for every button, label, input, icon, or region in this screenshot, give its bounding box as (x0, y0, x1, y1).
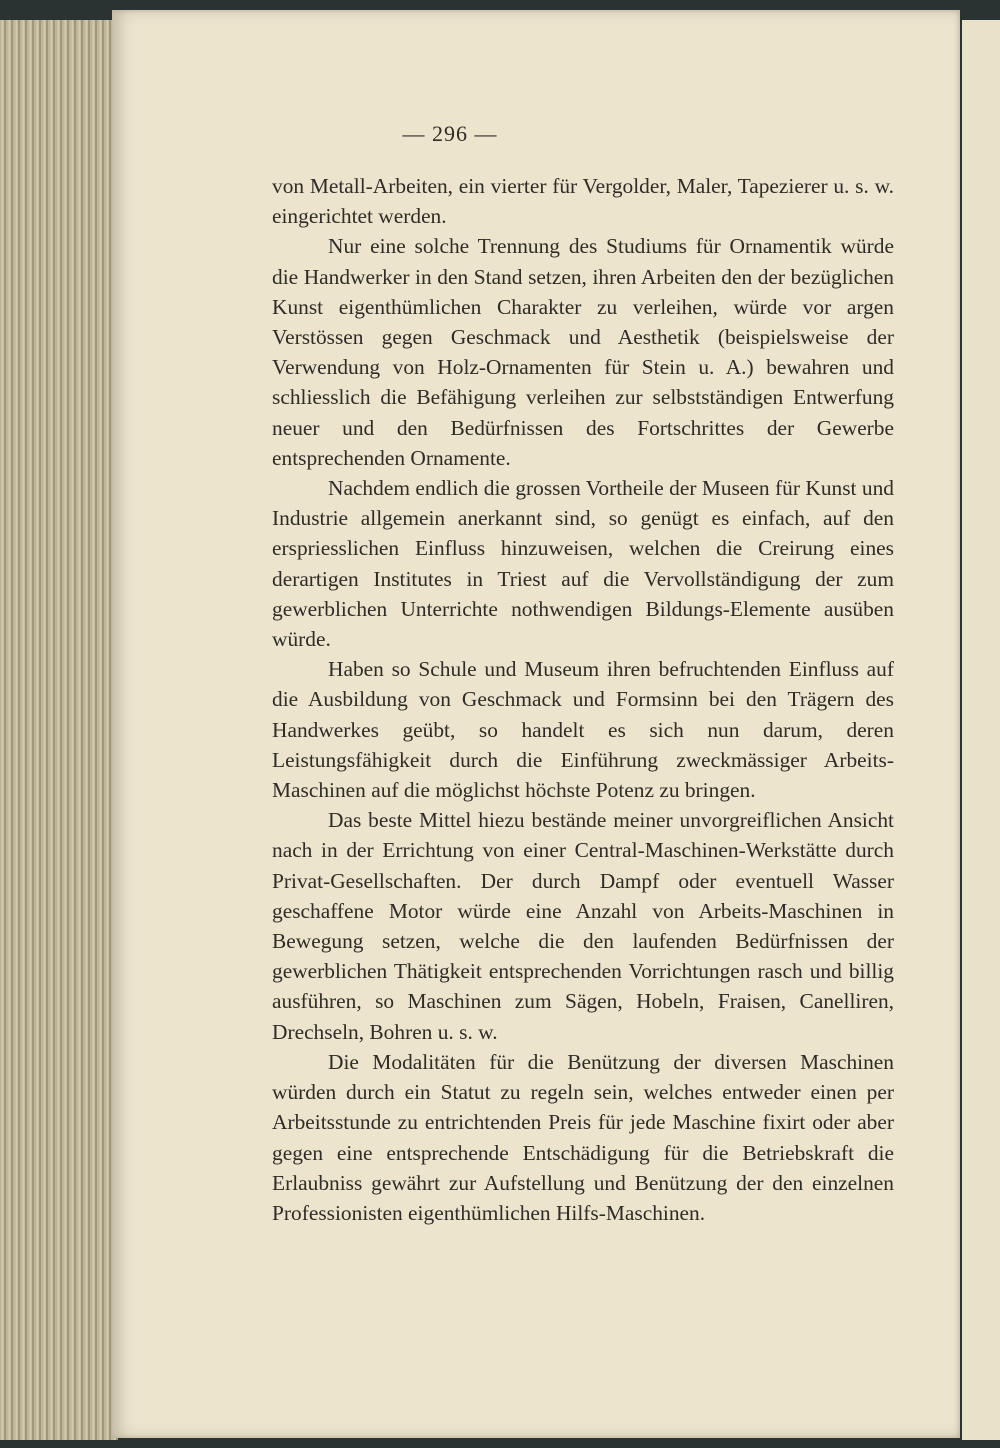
facing-page-edge (962, 20, 1000, 1440)
paragraph-5: Das beste Mittel hiezu bestände meiner unvorgreiflichen Ansicht nach in der Errichtung von einer Central-Maschinen-Werkstätte durch Privat-Gesellschaften. Der durch Dampf oder eventuell Wasser geschaffene Motor würde eine Anzahl von Arbeits-Maschinen in Bewegung setzen, welche die den laufenden Bedürfnissen der gewerblichen Thätigkeit entsprechenden Vorrichtungen rasch und billig ausführen, so Maschinen zum Sägen, Hobeln, Fraisen, Canelliren, Drechseln, Bohren u. s. w. (272, 808, 894, 1044)
page-number-header: — 296 — (402, 121, 498, 146)
paragraph-2: Nur eine solche Trennung des Studiums für Ornamentik würde die Handwerker in den Stand setzen, ihren Arbeiten den der bezüglichen Kunst eigenthümlichen Charakter zu verleihen, würde vor argen Verstössen gegen Geschmack und Aesthetik (beispielsweise der Verwendung von Holz-Ornamenten für Stein u. A.) bewahren und schliesslich die Befähigung verleihen zur selbstständigen Entwerfung neuer und den Bedürfnissen des Fortschrittes der Gewerbe entsprechenden Ornamente. (272, 234, 894, 470)
paragraph-6: Die Modalitäten für die Benützung der diversen Maschinen würden durch ein Statut zu regeln sein, welches entweder einen per Arbeitsstunde zu entrichtenden Preis für jede Maschine fixirt oder aber gegen eine entsprechende Entschädigung für die Betriebskraft die Erlaubniss gewährt zur Aufstellung und Benützung der den einzelnen Professionisten eigenthümlichen Hilfs-Maschinen. (272, 1049, 894, 1225)
body-text (272, 171, 894, 1228)
paragraph-4: Haben so Schule und Museum ihren befruchtenden Einfluss auf die Ausbildung von Geschmack und Formsinn bei den Trägern des Handwerkes geübt, so handelt es sich nun darum, deren Leistungsfähigkeit durch die Einführung zweckmässiger Arbeits-Maschinen auf die möglichst höchste Potenz zu bringen. (272, 657, 894, 803)
paragraph-1: von Metall-Arbeiten, ein vierter für Vergolder, Maler, Tapezierer u. s. w. eingerichtet werden. (272, 174, 894, 229)
paragraph-3: Nachdem endlich die grossen Vortheile der Museen für Kunst und Industrie allgemein anerkannt sind, so genügt es einfach, auf den erspriesslichen Einfluss hinzuweisen, welchen die Creirung eines derartigen Institutes in Triest auf die Vervollständigung der zum gewerblichen Unterrichte nothwendigen Bildungs-Elemente ausüben würde. (272, 476, 894, 652)
book-page-edges (0, 20, 118, 1440)
